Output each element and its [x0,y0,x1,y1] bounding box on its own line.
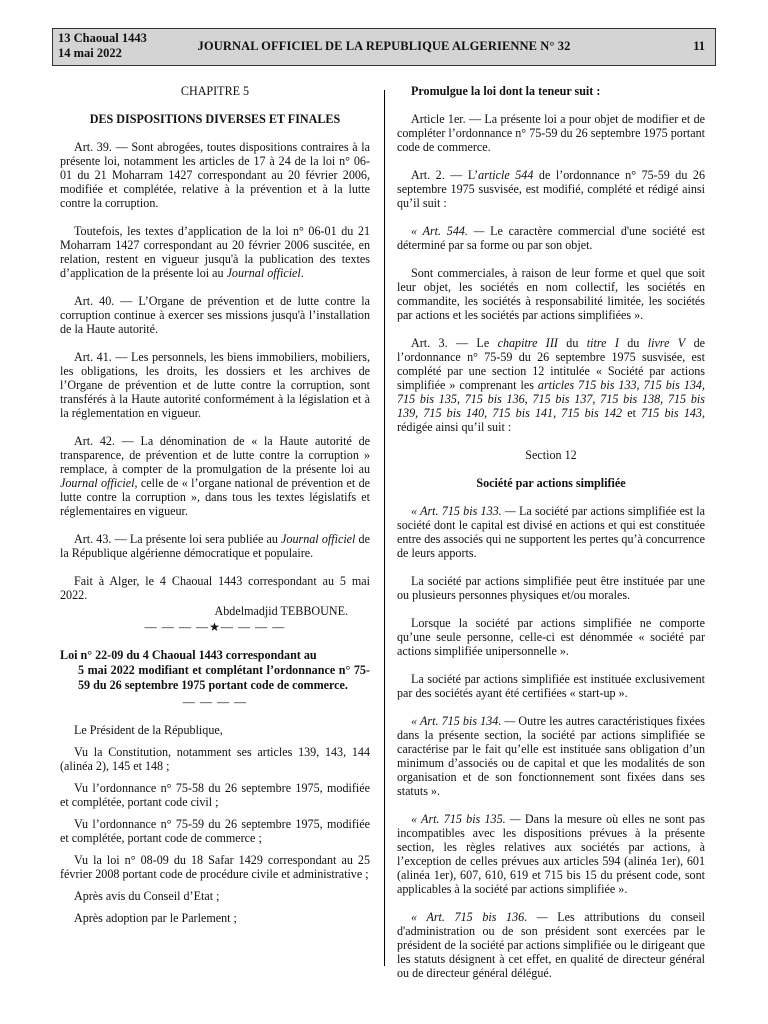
apres-avis: Après avis du Conseil d’Etat ; [74,889,220,903]
sas-startup: La société par actions simplifiée est instituée exclusivement par des sociétés ayant été certifiées « start-up ». [397,672,705,700]
header-page-number: 11 [693,39,705,53]
article-1: Article 1er. — La présente loi a pour objet de modifier et de compléter l’ordonnance n° 75-59 du 26 septembre 1975 portant code de commerce. [397,112,705,154]
sas-unipersonnelle: Lorsque la société par actions simplifiée ne comporte qu’une seule personne, celle-ci est dénommée « société par actions simplifiée unipersonnelle ». [397,616,705,658]
chapter-number: CHAPITRE 5 [180,84,250,98]
left-column [60,84,370,933]
article-41: Art. 41. — Les personnels, les biens immobiliers, mobiliers, les obligations, les droits, les dossiers et les archives de l’Organe de prévention et de lutte contre la corruption, sont transférés à la Haute autorité conformément à la législation et à la réglementation en vigueur. [60,350,370,420]
article-39: Art. 39. — Sont abrogées, toutes dispositions contraires à la présente loi, notamment les articles de 17 à 24 de la loi n° 06-01 du 21 Moharram 1427 correspondant au 20 février 2006, modifiée et complétée, relative à la prévention et à la lutte contre la corruption. [60,140,370,210]
article-715-bis-134: « Art. 715 bis 134. — Outre les autres caractéristiques fixées dans la présente section, la société par actions simplifiée se caractérise par le fait qu’elle est instituée sans obligation d’un minimum d’associés ou de capital et que les modalités de son organisation et de son fonctionnement sont fixées dans ses statuts ». [397,714,705,798]
chapter-title: DES DISPOSITIONS DIVERSES ET FINALES [89,112,341,126]
header-date-gregorian: 14 mai 2022 [58,46,122,60]
loi-title: Loi n° 22-09 du 4 Chaoual 1443 correspondant au 5 mai 2022 modifiant et complétant l’ordonnance n° 75-59 du 26 septembre 1975 portant code de commerce. [60,648,370,692]
article-715-bis-133: « Art. 715 bis 133. — La société par actions simplifiée est la société dont le capital est divisé en actions et qui est constituée entre des associés qui ne supportent les pertes qu’à concurrence de leurs apports. [397,504,705,560]
president: Le Président de la République, [74,723,223,737]
vu-constitution: Vu la Constitution, notamment ses articles 139, 143, 144 (alinéa 2), 145 et 148 ; [60,745,370,773]
article-42: Art. 42. — La dénomination de « la Haute autorité de transparence, de prévention et de lutte contre la corruption » remplace, à compter de la promulgation de la présente loi au Journal officiel, celle de « l’organe national de prévention et de lutte contre la corruption », dans tous les textes législatifs et réglementaires en vigueur. [60,434,370,518]
apres-adoption: Après adoption par le Parlement ; [74,911,237,925]
section-title: Société par actions simplifiée [476,476,626,490]
toutefois-paragraph: Toutefois, les textes d’application de la loi n° 06-01 du 21 Moharram 1427 correspondant au 20 février 2006 suscitée, en relation, restent en vigueur jusqu'à la publication des textes d’application de la présente loi au Journal officiel. [60,224,370,280]
article-43: Art. 43. — La présente loi sera publiée au Journal officiel de la République algérienne démocratique et populaire. [60,532,370,560]
sas-instituee: La société par actions simplifiée peut être instituée par une ou plusieurs personnes physiques et/ou morales. [397,574,705,602]
column-divider [384,90,385,966]
vu-ordonnance-75-58: Vu l’ordonnance n° 75-58 du 26 septembre 1975, modifiée et complétée, portant code civil ; [60,781,370,809]
article-544: « Art. 544. — Le caractère commercial d'une société est déterminé par sa forme ou par son objet. [397,224,706,252]
article-2: Art. 2. — L’article 544 de l’ordonnance n° 75-59 du 26 septembre 1975 susvisée, est modifié, complété et rédigé ainsi qu’il suit : [397,168,706,210]
vu-loi-08-09: Vu la loi n° 08-09 du 18 Safar 1429 correspondant au 25 février 2008 portant code de procédure civile et administrative ; [60,853,370,881]
sont-commerciales: Sont commerciales, à raison de leur forme et quel que soit leur objet, les sociétés en nom collectif, les sociétés en commandite, les sociétés à responsabilité limitée, les sociétés par actions et les sociétés par actions simplifiées ». [397,266,705,322]
article-40: Art. 40. — L’Organe de prévention et de lutte contre la corruption continue à exercer ses missions jusqu'à l’installation de la Haute autorité. [60,294,370,336]
page-header [52,28,716,66]
header-title: JOURNAL OFFICIEL DE LA REPUBLIQUE ALGERIENNE N° 32 [197,39,571,53]
signature: Abdelmadjid TEBBOUNE. [214,604,348,618]
section-number: Section 12 [525,448,577,462]
article-715-bis-135: « Art. 715 bis 135. — Dans la mesure où elles ne sont pas incompatibles avec les dispositions prévues à la présente section, les règles relatives aux sociétés par actions, à l’exception de celles prévues aux articles 594 (alinéa 1er), 601 (alinéa 1er), 607, 610, 619 et 715 bis 15 du présent code, sont applicables à la société par actions simplifiée ». [397,812,705,896]
right-column [397,84,705,988]
loi-separator: — — — — [182,695,248,709]
promulgue: Promulgue la loi dont la teneur suit : [411,84,601,98]
separator-stars: — — — —★— — — — [144,620,286,634]
fait-a-alger: Fait à Alger, le 4 Chaoual 1443 correspondant au 5 mai 2022. [60,574,370,602]
header-date-hijri: 13 Chaoual 1443 [58,31,147,45]
article-715-bis-136: « Art. 715 bis 136. — Les attributions du conseil d'administration ou de son président sont exercées par le président de la société par actions simplifiée ou le dirigeant que les statuts désignent à cet effet, en qualité de directeur général ou de directeur général délégué. [397,910,705,980]
article-3: Art. 3. — Le chapitre III du titre I du livre V de l’ordonnance n° 75-59 du 26 septembre 1975 susvisée, est complété par une section 12 intitulée « Société par actions simplifiée » comprenant les articles 715 bis 133, 715 bis 134, 715 bis 135, 715 bis 136, 715 bis 137, 715 bis 138, 715 bis 139, 715 bis 140, 715 bis 141, 715 bis 142 et 715 bis 143, rédigée ainsi qu’il suit : [397,336,705,434]
vu-ordonnance-75-59: Vu l’ordonnance n° 75-59 du 26 septembre 1975, modifiée et complétée, portant code de commerce ; [60,817,370,845]
